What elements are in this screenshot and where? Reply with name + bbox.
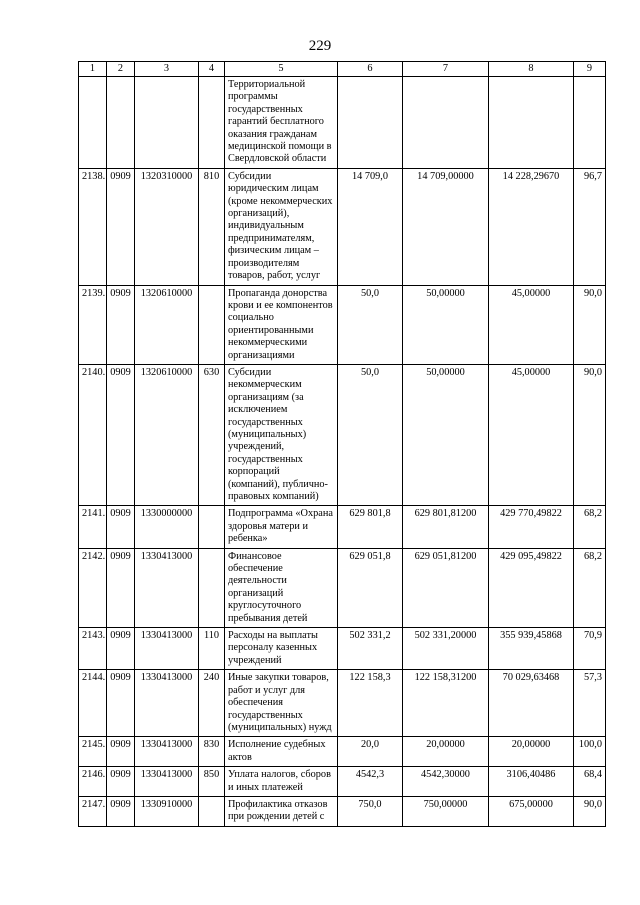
section-code: 0909 — [107, 628, 135, 670]
expense-name: Пропаганда донорства крови и ее компонентов социально ориентированными некоммерческими организациями — [225, 285, 338, 364]
target-article-code: 1320310000 — [135, 168, 199, 285]
planned-amount: 14 709,00000 — [403, 168, 489, 285]
row-number: 2140. — [79, 364, 107, 505]
row-number: 2142. — [79, 548, 107, 627]
executed-amount: 3106,40486 — [489, 767, 574, 797]
target-article-code: 1330413000 — [135, 628, 199, 670]
expense-type-code: 240 — [199, 670, 225, 737]
target-article-code — [135, 77, 199, 169]
executed-amount: 429 770,49822 — [489, 506, 574, 548]
approved-amount: 122 158,3 — [338, 670, 403, 737]
row-number — [79, 77, 107, 169]
expense-type-code: 850 — [199, 767, 225, 797]
table-row — [79, 364, 606, 505]
row-number: 2146. — [79, 767, 107, 797]
approved-amount: 629 051,8 — [338, 548, 403, 627]
target-article-code: 1320610000 — [135, 364, 199, 505]
section-code: 0909 — [107, 737, 135, 767]
row-number: 2147. — [79, 796, 107, 826]
expense-type-code: 810 — [199, 168, 225, 285]
expense-name: Субсидии некоммерческим организациям (за исключением государственных (муниципальных) учреждений, государственных корпораций (компаний), публично-правовых компаний) — [225, 364, 338, 505]
approved-amount: 750,0 — [338, 796, 403, 826]
row-number: 2143. — [79, 628, 107, 670]
table-row — [79, 285, 606, 364]
expense-type-code — [199, 506, 225, 548]
budget-table — [78, 61, 606, 827]
planned-amount: 502 331,20000 — [403, 628, 489, 670]
executed-amount: 45,00000 — [489, 285, 574, 364]
row-number: 2145. — [79, 737, 107, 767]
planned-amount: 4542,30000 — [403, 767, 489, 797]
executed-amount: 20,00000 — [489, 737, 574, 767]
approved-amount: 502 331,2 — [338, 628, 403, 670]
column-header: 4 — [199, 62, 225, 77]
section-code — [107, 77, 135, 169]
expense-type-code — [199, 548, 225, 627]
table-row — [79, 548, 606, 627]
row-number: 2138. — [79, 168, 107, 285]
column-header: 2 — [107, 62, 135, 77]
execution-percent: 70,9 — [574, 628, 606, 670]
approved-amount — [338, 77, 403, 169]
row-number: 2144. — [79, 670, 107, 737]
section-code: 0909 — [107, 548, 135, 627]
expense-type-code: 630 — [199, 364, 225, 505]
expense-name: Профилактика отказов при рождении детей с — [225, 796, 338, 826]
expense-name: Территориальной программы государственных гарантий бесплатного оказания гражданам медицинской помощи в Свердловской области — [225, 77, 338, 169]
planned-amount: 750,00000 — [403, 796, 489, 826]
section-code: 0909 — [107, 364, 135, 505]
expense-type-code — [199, 77, 225, 169]
expense-name: Расходы на выплаты персоналу казенных учреждений — [225, 628, 338, 670]
expense-name: Финансовое обеспечение деятельности организаций круглосуточного пребывания детей — [225, 548, 338, 627]
expense-type-code — [199, 796, 225, 826]
table-row — [79, 168, 606, 285]
section-code: 0909 — [107, 670, 135, 737]
executed-amount: 355 939,45868 — [489, 628, 574, 670]
execution-percent: 68,4 — [574, 767, 606, 797]
executed-amount: 70 029,63468 — [489, 670, 574, 737]
section-code: 0909 — [107, 168, 135, 285]
table-row — [79, 767, 606, 797]
target-article-code: 1330413000 — [135, 670, 199, 737]
expense-name: Подпрограмма «Охрана здоровья матери и ребенка» — [225, 506, 338, 548]
executed-amount: 45,00000 — [489, 364, 574, 505]
execution-percent: 57,3 — [574, 670, 606, 737]
planned-amount — [403, 77, 489, 169]
approved-amount: 50,0 — [338, 364, 403, 505]
section-code: 0909 — [107, 285, 135, 364]
planned-amount: 629 051,81200 — [403, 548, 489, 627]
executed-amount — [489, 77, 574, 169]
planned-amount: 629 801,81200 — [403, 506, 489, 548]
row-number: 2139. — [79, 285, 107, 364]
column-header: 3 — [135, 62, 199, 77]
execution-percent: 100,0 — [574, 737, 606, 767]
section-code: 0909 — [107, 796, 135, 826]
column-header: 5 — [225, 62, 338, 77]
column-header: 1 — [79, 62, 107, 77]
target-article-code: 1330413000 — [135, 548, 199, 627]
page-number: 229 — [308, 38, 332, 54]
execution-percent: 68,2 — [574, 506, 606, 548]
expense-name: Уплата налогов, сборов и иных платежей — [225, 767, 338, 797]
planned-amount: 122 158,31200 — [403, 670, 489, 737]
expense-name: Иные закупки товаров, работ и услуг для обеспечения государственных (муниципальных) нужд — [225, 670, 338, 737]
target-article-code: 1320610000 — [135, 285, 199, 364]
column-header: 7 — [403, 62, 489, 77]
expense-name: Субсидии юридическим лицам (кроме некоммерческих организаций), индивидуальным предпринимателям, физическим лицам – производителям товаров, работ, услуг — [225, 168, 338, 285]
execution-percent: 90,0 — [574, 364, 606, 505]
approved-amount: 14 709,0 — [338, 168, 403, 285]
expense-type-code: 110 — [199, 628, 225, 670]
expense-type-code — [199, 285, 225, 364]
target-article-code: 1330000000 — [135, 506, 199, 548]
planned-amount: 20,00000 — [403, 737, 489, 767]
row-number: 2141. — [79, 506, 107, 548]
approved-amount: 629 801,8 — [338, 506, 403, 548]
approved-amount: 20,0 — [338, 737, 403, 767]
column-header: 8 — [489, 62, 574, 77]
target-article-code: 1330413000 — [135, 737, 199, 767]
approved-amount: 4542,3 — [338, 767, 403, 797]
column-header: 9 — [574, 62, 606, 77]
executed-amount: 675,00000 — [489, 796, 574, 826]
execution-percent: 90,0 — [574, 285, 606, 364]
expense-type-code: 830 — [199, 737, 225, 767]
expense-name: Исполнение судебных актов — [225, 737, 338, 767]
section-code: 0909 — [107, 506, 135, 548]
execution-percent: 96,7 — [574, 168, 606, 285]
planned-amount: 50,00000 — [403, 285, 489, 364]
table-row — [79, 77, 606, 169]
execution-percent — [574, 77, 606, 169]
planned-amount: 50,00000 — [403, 364, 489, 505]
execution-percent: 68,2 — [574, 548, 606, 627]
table-row — [79, 628, 606, 670]
section-code: 0909 — [107, 767, 135, 797]
header-row — [79, 62, 606, 77]
executed-amount: 429 095,49822 — [489, 548, 574, 627]
executed-amount: 14 228,29670 — [489, 168, 574, 285]
target-article-code: 1330910000 — [135, 796, 199, 826]
column-header: 6 — [338, 62, 403, 77]
table-row — [79, 737, 606, 767]
target-article-code: 1330413000 — [135, 767, 199, 797]
table-row — [79, 796, 606, 826]
approved-amount: 50,0 — [338, 285, 403, 364]
table-row — [79, 670, 606, 737]
execution-percent: 90,0 — [574, 796, 606, 826]
table-row — [79, 506, 606, 548]
